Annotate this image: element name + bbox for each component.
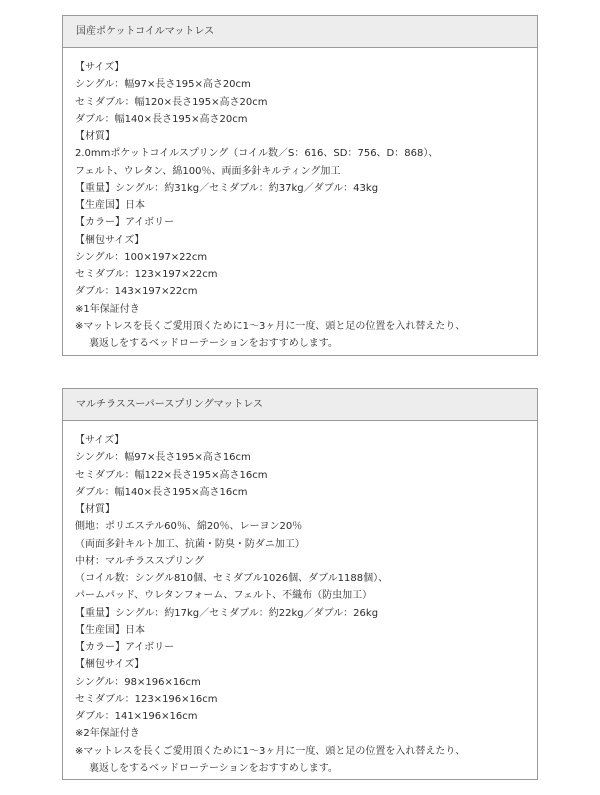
spec-line: 【重量】シングル：約31kg／セミダブル：約37kg／ダブル：43kg <box>75 182 379 194</box>
spec-line: 2.0mmポケットコイルスプリング（コイル数／S：616、SD：756、D：868）、 <box>75 148 439 160</box>
spec-line: 【梱包サイズ】 <box>75 659 145 671</box>
spec-line: 【生産国】日本 <box>75 624 145 636</box>
spec-line: シングル：幅97×長さ195×高さ20cm <box>75 79 251 91</box>
spec-line: 【生産国】日本 <box>75 200 145 211</box>
spec-line: セミダブル：123×197×22cm <box>75 269 218 280</box>
spec-line: 【サイズ】 <box>75 62 125 73</box>
spec-line: シングル：100×197×22cm <box>75 251 208 263</box>
spec-line: 中材：マルチラススプリング <box>75 555 205 567</box>
spec-line: ※マットレスを長くご愛用頂くために1～3ヶ月に一度、頭と足の位置を入れ替えたり、 <box>75 320 466 332</box>
spec-line: 【カラー】アイボリー <box>75 642 175 653</box>
spec-line: ダブル：143×197×22cm <box>75 286 198 298</box>
spec-line: （コイル数：シングル810個、セミダブル1026個、ダブル1188個）、 <box>75 573 389 584</box>
spec-line: ダブル：幅140×長さ195×高さ16cm <box>75 486 248 498</box>
spec-line: ※マットレスを長くご愛用頂くために1～3ヶ月に一度、頭と足の位置を入れ替えたり、 <box>75 745 466 757</box>
spec-line: 【材質】 <box>75 131 115 142</box>
spec-line: ダブル：幅140×長さ195×高さ20cm <box>75 113 248 125</box>
spec-list <box>63 48 537 352</box>
spec-panel-multi-spring <box>62 388 538 780</box>
spec-line: シングル：98×196×16cm <box>75 676 201 688</box>
spec-line: 裏返しをするベッドローテーションをおすすめします。 <box>89 762 338 774</box>
spec-line: 【重量】シングル：約17kg／セミダブル：約22kg／ダブル：26kg <box>75 607 379 619</box>
spec-line: ※1年保証付き <box>75 303 140 315</box>
panel-title: マルチラススーパースプリングマットレス <box>63 389 537 421</box>
spec-line: セミダブル：幅120×長さ195×高さ20cm <box>75 96 268 108</box>
spec-line: パームパッド、ウレタンフォーム、フェルト、不織布（防虫加工） <box>75 590 373 602</box>
spec-line: 側地：ポリエステル60％、綿20％、レーヨン20％ <box>75 521 303 533</box>
spec-line: 【梱包サイズ】 <box>75 234 145 246</box>
panel-title: 国産ポケットコイルマットレス <box>63 16 537 48</box>
spec-line: セミダブル：123×196×16cm <box>75 693 218 705</box>
spec-panel-pocket-coil <box>62 15 538 356</box>
spec-line: 【サイズ】 <box>75 435 125 446</box>
spec-line: 【カラー】アイボリー <box>75 217 175 229</box>
spec-line: （両面多針キルト加工、抗菌・防臭・防ダニ加工） <box>75 538 305 550</box>
spec-line: フェルト、ウレタン、綿100％、両面多針キルティング加工 <box>75 165 341 177</box>
spec-line: 【材質】 <box>75 504 115 515</box>
spec-list <box>63 421 537 777</box>
spec-line: セミダブル：幅122×長さ195×高さ16cm <box>75 469 268 481</box>
spec-line: シングル：幅97×長さ195×高さ16cm <box>75 452 251 464</box>
spec-line: 裏返しをするベッドローテーションをおすすめします。 <box>89 338 338 349</box>
spec-line: ※2年保証付き <box>75 728 140 740</box>
spec-line: ダブル：141×196×16cm <box>75 711 198 722</box>
